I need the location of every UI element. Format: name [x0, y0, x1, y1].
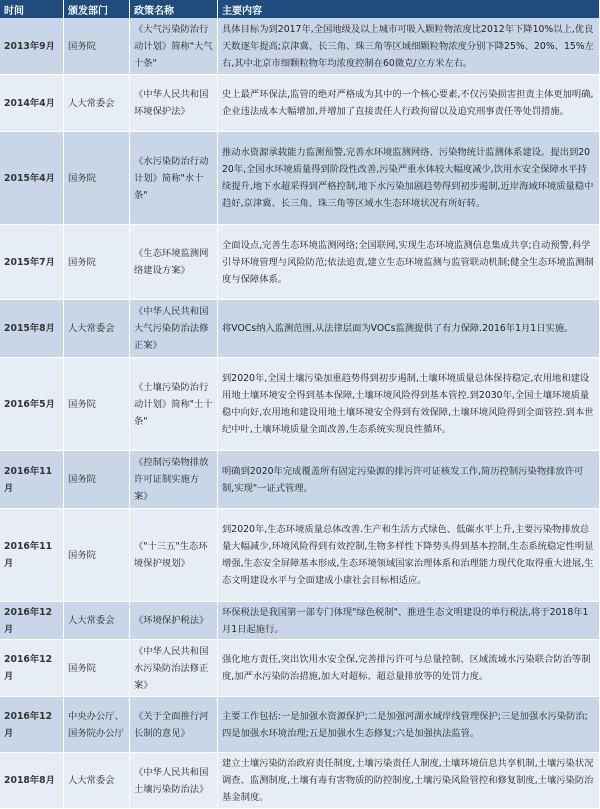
cell-dept: 国务院	[64, 509, 130, 602]
column-header-dept: 颁发部门	[64, 0, 130, 18]
table-header-row	[0, 0, 600, 18]
cell-name: 《大气污染防治行动计划》简称"大气十条"	[130, 18, 218, 75]
table-row	[0, 300, 600, 358]
cell-dept: 国务院	[64, 451, 130, 509]
cell-time: 2016年12月	[0, 602, 64, 640]
cell-dept: 人大常委会	[64, 753, 130, 809]
table-row	[0, 358, 600, 451]
cell-time: 2016年5月	[0, 358, 64, 451]
table-row	[0, 75, 600, 132]
cell-dept: 人大常委会	[64, 300, 130, 358]
cell-name: 《中华人民共和国水污染防治法修正案》	[130, 640, 218, 697]
table-row	[0, 225, 600, 300]
cell-name: 《中华人民共和国环境保护法》	[130, 75, 218, 132]
cell-dept: 人大常委会	[64, 75, 130, 132]
table-row	[0, 132, 600, 225]
cell-name: 《中华人民共和国大气污染防治法修正案》	[130, 300, 218, 358]
cell-time: 2018年8月	[0, 753, 64, 809]
cell-time: 2015年7月	[0, 225, 64, 300]
cell-content: 史上最严环保法,监管的绝对严格成为其中的一个核心要素,不仅污染损害担责主体更加明确,企业违法成本大幅增加,并增加了直接责任人行政拘留以及追究刑事责任等处罚措施。	[218, 75, 600, 132]
cell-name: 《关于全面推行河长制的意见》	[130, 697, 218, 753]
cell-time: 2016年12月	[0, 697, 64, 753]
cell-time: 2016年11月	[0, 509, 64, 602]
cell-content: 建立土壤污染防治政府责任制度,土壤污染责任人制度,土壤环境信息共享机制,土壤污染状况调查、监测制度,土壤有毒有害物质的防控制度,土壤污染风险管控和修复制度,土壤污染防治基金制度。	[218, 753, 600, 809]
cell-time: 2015年4月	[0, 132, 64, 225]
cell-dept: 国务院	[64, 358, 130, 451]
cell-content: 强化地方责任,突出饮用水安全保,完善排污许可与总量控制、区域流域水污染联合防治等制度,加严水污染防治措施,加大对超标、超总量排放等的处罚力度。	[218, 640, 600, 697]
cell-name: 《水污染防治行动计划》简称"水十条"	[130, 132, 218, 225]
cell-dept: 人大常委会	[64, 602, 130, 640]
cell-content: 明确到2020年完成覆盖所有固定污染源的排污许可证核发工作,简历控制污染物排放许可制,实现"一证式管理。	[218, 451, 600, 509]
table-row	[0, 640, 600, 697]
table-row	[0, 451, 600, 509]
cell-dept: 中央办公厅、国务院办公厅	[64, 697, 130, 753]
cell-dept: 国务院	[64, 640, 130, 697]
column-header-time: 时间	[0, 0, 64, 18]
cell-content: 全面设点,完善生态环境监测网络;全国联网,实现生态环境监测信息集成共享;自动预警,科学引导环境管理与风险防范;依法追责,建立生态环境监测与监管联动机制;健全生态环境监测制度与保障体系。	[218, 225, 600, 300]
cell-name: 《"十三五"生态环境保护规划》	[130, 509, 218, 602]
table-row	[0, 18, 600, 75]
cell-name: 《土壤污染防治行动计划》简称"土十条"	[130, 358, 218, 451]
column-header-content: 主要内容	[218, 0, 600, 18]
cell-time: 2015年8月	[0, 300, 64, 358]
cell-content: 将VOCs纳入监测范围,从法律层面为VOCs监测提供了有力保障.2016年1月1日实施。	[218, 300, 600, 358]
table-row	[0, 697, 600, 753]
cell-name: 《生态环境监测网络建设方案》	[130, 225, 218, 300]
cell-time: 2013年9月	[0, 18, 64, 75]
column-header-name: 政策名称	[130, 0, 218, 18]
cell-time: 2014年4月	[0, 75, 64, 132]
cell-name: 《控制污染物排放许可证制实施方案》	[130, 451, 218, 509]
table-row	[0, 602, 600, 640]
cell-content: 环保税法是我国第一部专门体现"绿色税制"、推进生态文明建设的单行税法,将于2018年1月1日起施行。	[218, 602, 600, 640]
cell-dept: 国务院	[64, 132, 130, 225]
cell-name: 《环境保护税法》	[130, 602, 218, 640]
cell-name: 《中华人民共和国土壤污染防治法》	[130, 753, 218, 809]
cell-time: 2016年12月	[0, 640, 64, 697]
table-row	[0, 509, 600, 602]
cell-content: 到2020年,生态环境质量总体改善.生产和生活方式绿色、低碳水平上升,主要污染物排放总量大幅减少,环境风险得到有效控制,生物多样性下降势头得到基本控制,生态系统稳定性明显增强,生态安全屏障基本形成,生态环境领域国家治理体系和治理能力现代化取得重大进展,生态文明建设水平与全面建成小康社会目标相适应。	[218, 509, 600, 602]
cell-content: 到2020年,全国土壤污染加重趋势得到初步遏制,土壤环境质量总体保持稳定,农用地和建设用地土壤环境安全得到基本保障,土壤环境风险得到基本管控.到2030年,全国土壤环境质量稳中向好,农用地和建设用地土壤环境安全得到有效保障,土壤环境风险得到全面管控.到本世纪中叶,土壤环境质量全面改善,生态系统实现良性循环。	[218, 358, 600, 451]
table-row	[0, 753, 600, 809]
cell-time: 2016年11月	[0, 451, 64, 509]
cell-dept: 国务院	[64, 18, 130, 75]
cell-content: 推动水资源承载能力监测预警,完善水环境监测网络、污染物统计监测体系建设。提出到2020年,全国水环境质量得到阶段性改善,污染严重水体较大幅度减少,饮用水安全保障水平持续提升,地下水超采得到严格控制,地下水污染加剧趋势得到初步遏制,近岸海域环境质量稳中趋好,京津冀、长三角、珠三角等区域水生态环境状况有所好转。	[218, 132, 600, 225]
cell-content: 具体目标为到2017年,全国地级及以上城市可吸入颗粒物浓度比2012年下降10%以上,优良天数逐年提高;京津冀、长三角、珠三角等区域细颗粒物浓度分别下降25%、20%、15%左右,其中北京市细颗粒物年均浓度控制在60微克/立方米左右。	[218, 18, 600, 75]
cell-dept: 国务院	[64, 225, 130, 300]
cell-content: 主要工作包括:一是加强水资源保护;二是加强河湖水域岸线管理保护;三是加强水污染防治;四是加强水环境治理;五是加强水生态修复;六是加强执法监管。	[218, 697, 600, 753]
